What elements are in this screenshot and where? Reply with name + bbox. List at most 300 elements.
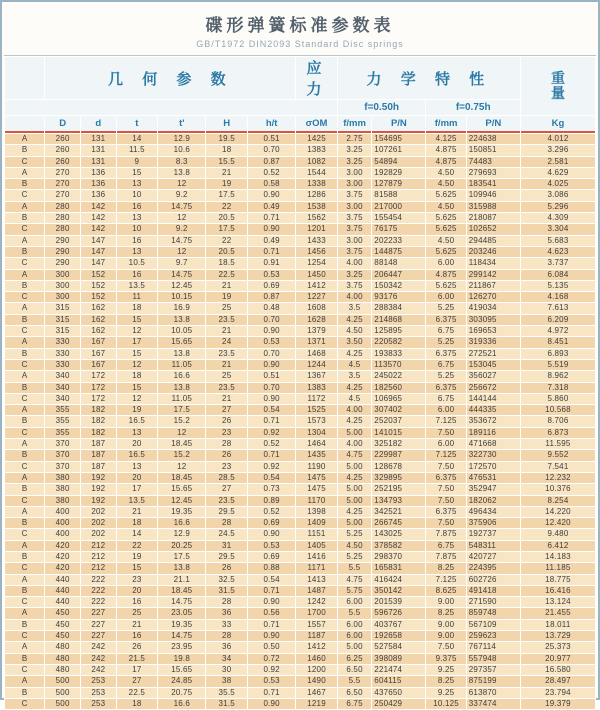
cell-kg: 4.623 (521, 247, 595, 257)
cell-f-050: 4.00 (338, 439, 372, 449)
table-row (5, 439, 595, 449)
table-row (5, 620, 595, 630)
cell-P-050: 201539 (372, 597, 425, 607)
cell-P-075: 150851 (467, 145, 520, 155)
cell-H: 36 (206, 608, 246, 618)
cell-P-075: 271590 (467, 597, 520, 607)
cell-sigma: 1628 (296, 315, 336, 325)
cell-sigma: 1371 (296, 337, 336, 347)
cell-P-075: 496434 (467, 507, 520, 517)
cell-d: 222 (81, 597, 116, 607)
cell-kg: 5.296 (521, 202, 595, 212)
cell-d: 202 (81, 507, 116, 517)
cell-P-050: 398089 (372, 654, 425, 664)
cell-D: 380 (45, 473, 80, 483)
cell-D: 340 (45, 383, 80, 393)
cell-f-050: 4.25 (338, 416, 372, 426)
cell-f-050: 3.25 (338, 270, 372, 280)
cell-sigma: 1286 (296, 190, 336, 200)
cell-f-050: 6.00 (338, 631, 372, 641)
cell-P-075: 767114 (467, 642, 520, 652)
cell-f-050: 6.50 (338, 665, 372, 675)
table-row (5, 665, 595, 675)
cell-sigma: 1383 (296, 383, 336, 393)
cell-t-prime: 15.65 (158, 484, 205, 494)
cell-t-prime: 13.8 (158, 315, 205, 325)
table-row (5, 405, 595, 415)
cell-sigma: 1379 (296, 326, 336, 336)
cell-sigma: 1464 (296, 439, 336, 449)
cell-sigma: 1562 (296, 213, 336, 223)
cell-D: 300 (45, 281, 80, 291)
cell-f-075: 9.25 (426, 688, 465, 698)
cell-series: A (5, 371, 44, 381)
cell-sigma: 1227 (296, 292, 336, 302)
cell-series: A (5, 473, 44, 483)
cell-d: 192 (81, 473, 116, 483)
cell-series: A (5, 507, 44, 517)
cell-series: C (5, 699, 44, 709)
cell-f-050: 2.75 (338, 134, 372, 144)
header-group-row (5, 57, 595, 99)
cell-series: A (5, 575, 44, 585)
cell-sigma: 1544 (296, 168, 336, 178)
cell-t-prime: 9.2 (158, 190, 205, 200)
cell-t: 16 (117, 236, 157, 246)
cell-f-050: 3.75 (338, 190, 372, 200)
table-row (5, 360, 595, 370)
cell-f-075: 4.125 (426, 134, 465, 144)
cell-series: B (5, 416, 44, 426)
cell-kg: 14.183 (521, 552, 595, 562)
cell-t-prime: 18.45 (158, 439, 205, 449)
cell-P-050: 252037 (372, 416, 425, 426)
cell-series: B (5, 450, 44, 460)
cell-sigma: 1460 (296, 654, 336, 664)
cell-P-050: 107261 (372, 145, 425, 155)
cell-t-prime: 12 (158, 462, 205, 472)
cell-h-t: 0.90 (248, 699, 295, 709)
cell-H: 24 (206, 337, 246, 347)
table-row (5, 586, 595, 596)
column-header-kg: Kg (521, 116, 595, 133)
cell-t-prime: 13.8 (158, 383, 205, 393)
header-geometry-group: 几 何 参 数 (45, 57, 295, 99)
cell-t-prime: 8.3 (158, 157, 205, 167)
cell-t-prime: 13.8 (158, 563, 205, 573)
cell-kg: 4.309 (521, 213, 595, 223)
cell-f-050: 5.00 (338, 462, 372, 472)
cell-P-050: 342521 (372, 507, 425, 517)
cell-t-prime: 16.6 (158, 518, 205, 528)
cell-series: C (5, 157, 44, 167)
cell-P-075: 153045 (467, 360, 520, 370)
cell-t-prime: 23.95 (158, 642, 205, 652)
cell-sigma: 1475 (296, 484, 336, 494)
table-row (5, 281, 595, 291)
cell-f-050: 6.75 (338, 699, 372, 709)
cell-kg: 9.480 (521, 529, 595, 539)
cell-t-prime: 20.25 (158, 541, 205, 551)
cell-D: 340 (45, 394, 80, 404)
cell-P-050: 416424 (372, 575, 425, 585)
cell-f-050: 4.25 (338, 349, 372, 359)
cell-t: 13.5 (117, 496, 157, 506)
weight-char-2: 量 (550, 85, 565, 101)
cell-P-075: 420727 (467, 552, 520, 562)
cell-t: 17 (117, 665, 157, 675)
cell-kg: 11.185 (521, 563, 595, 573)
cell-kg: 5.519 (521, 360, 595, 370)
cell-H: 20.5 (206, 247, 246, 257)
cell-t: 10 (117, 190, 157, 200)
cell-H: 19 (206, 292, 246, 302)
table-row (5, 496, 595, 506)
table-row (5, 202, 595, 212)
cell-f-050: 5.00 (338, 428, 372, 438)
cell-d: 136 (81, 190, 116, 200)
table-row (5, 224, 595, 234)
cell-f-075: 8.625 (426, 586, 465, 596)
cell-f-050: 4.75 (338, 575, 372, 585)
cell-t: 14 (117, 529, 157, 539)
cell-d: 152 (81, 281, 116, 291)
cell-t: 18 (117, 518, 157, 528)
cell-H: 23.5 (206, 383, 246, 393)
cell-f-075: 7.125 (426, 575, 465, 585)
cell-h-t: 0.87 (248, 292, 295, 302)
cell-f-050: 4.25 (338, 507, 372, 517)
cell-P-075: 118434 (467, 258, 520, 268)
cell-h-t: 0.92 (248, 665, 295, 675)
cell-f-050: 3.5 (338, 371, 372, 381)
column-header-H: H (206, 116, 246, 133)
cell-d: 162 (81, 315, 116, 325)
column-header-D: D (45, 116, 80, 133)
cell-P-075: 859748 (467, 608, 520, 618)
cell-d: 227 (81, 620, 116, 630)
cell-P-050: 266745 (372, 518, 425, 528)
cell-f-075: 6.375 (426, 349, 465, 359)
cell-f-050: 5.75 (338, 586, 372, 596)
cell-D: 340 (45, 371, 80, 381)
table-row (5, 676, 595, 686)
cell-f-050: 5.00 (338, 496, 372, 506)
cell-f-050: 4.50 (338, 326, 372, 336)
cell-t: 12 (117, 326, 157, 336)
cell-kg: 5.860 (521, 394, 595, 404)
cell-P-050: 54894 (372, 157, 425, 167)
cell-f-075: 7.875 (426, 529, 465, 539)
table-row (5, 349, 595, 359)
table-row (5, 190, 595, 200)
cell-h-t: 0.70 (248, 349, 295, 359)
cell-P-050: 202233 (372, 236, 425, 246)
cell-D: 450 (45, 631, 80, 641)
cell-series: B (5, 586, 44, 596)
cell-kg: 5.683 (521, 236, 595, 246)
cell-f-075: 5.25 (426, 337, 465, 347)
cell-f-075: 4.875 (426, 145, 465, 155)
column-header-h-t: h/t (248, 116, 295, 133)
cell-P-050: 250429 (372, 699, 425, 709)
cell-H: 26 (206, 450, 246, 460)
cell-P-075: 297357 (467, 665, 520, 675)
cell-H: 25 (206, 371, 246, 381)
cell-series: C (5, 428, 44, 438)
cell-kg: 13.124 (521, 597, 595, 607)
cell-kg: 4.012 (521, 134, 595, 144)
table-row (5, 631, 595, 641)
cell-P-075: 169653 (467, 326, 520, 336)
cell-series: C (5, 631, 44, 641)
cell-t-prime: 23.05 (158, 608, 205, 618)
cell-f-050: 3.00 (338, 236, 372, 246)
cell-D: 280 (45, 213, 80, 223)
cell-sigma: 1608 (296, 303, 336, 313)
cell-P-050: 220582 (372, 337, 425, 347)
cell-H: 21 (206, 326, 246, 336)
cell-D: 420 (45, 541, 80, 551)
cell-f-050: 3.75 (338, 281, 372, 291)
cell-P-075: 356027 (467, 371, 520, 381)
cell-P-050: 134793 (372, 496, 425, 506)
cell-P-075: 126270 (467, 292, 520, 302)
cell-series: C (5, 496, 44, 506)
cell-kg: 8.451 (521, 337, 595, 347)
cell-series: C (5, 394, 44, 404)
cell-d: 136 (81, 179, 116, 189)
cell-f-050: 3.00 (338, 202, 372, 212)
cell-kg: 4.629 (521, 168, 595, 178)
cell-t: 13 (117, 213, 157, 223)
cell-H: 23 (206, 462, 246, 472)
cell-P-050: 288384 (372, 303, 425, 313)
cell-series: B (5, 518, 44, 528)
cell-sigma: 1171 (296, 563, 336, 573)
cell-h-t: 0.70 (248, 315, 295, 325)
cell-sigma: 1170 (296, 496, 336, 506)
cell-sigma: 1435 (296, 450, 336, 460)
cell-kg: 16.416 (521, 586, 595, 596)
cell-f-050: 4.5 (338, 360, 372, 370)
cell-sigma: 1383 (296, 145, 336, 155)
header-f050-label: f=0.50h (338, 100, 426, 115)
cell-d: 182 (81, 428, 116, 438)
cell-series: A (5, 439, 44, 449)
cell-h-t: 0.69 (248, 281, 295, 291)
cell-sigma: 1487 (296, 586, 336, 596)
cell-f-075: 7.875 (426, 552, 465, 562)
cell-D: 500 (45, 699, 80, 709)
cell-t: 16 (117, 631, 157, 641)
cell-P-075: 272521 (467, 349, 520, 359)
cell-f-050: 4.25 (338, 315, 372, 325)
cell-kg: 7.613 (521, 303, 595, 313)
cell-t-prime: 18.45 (158, 473, 205, 483)
cell-t: 13.5 (117, 281, 157, 291)
cell-d: 202 (81, 518, 116, 528)
cell-f-075: 6.00 (426, 405, 465, 415)
cell-t-prime: 10.15 (158, 292, 205, 302)
cell-D: 330 (45, 349, 80, 359)
cell-t: 10 (117, 224, 157, 234)
cell-sigma: 1304 (296, 428, 336, 438)
cell-t: 12 (117, 394, 157, 404)
cell-h-t: 0.71 (248, 247, 295, 257)
cell-h-t: 0.90 (248, 597, 295, 607)
cell-H: 17.5 (206, 224, 246, 234)
cell-series: C (5, 597, 44, 607)
title-block (2, 2, 598, 49)
cell-t-prime: 14.75 (158, 631, 205, 641)
cell-t-prime: 11.05 (158, 360, 205, 370)
cell-D: 370 (45, 439, 80, 449)
table-row (5, 247, 595, 257)
cell-d: 162 (81, 303, 116, 313)
cell-h-t: 0.53 (248, 541, 295, 551)
cell-f-050: 5.00 (338, 518, 372, 528)
cell-kg: 19.379 (521, 699, 595, 709)
cell-H: 27 (206, 405, 246, 415)
cell-f-075: 6.00 (426, 439, 465, 449)
cell-series: B (5, 552, 44, 562)
cell-h-t: 0.71 (248, 450, 295, 460)
cell-d: 147 (81, 236, 116, 246)
cell-series: A (5, 134, 44, 144)
cell-f-075: 4.50 (426, 168, 465, 178)
cell-sigma: 1219 (296, 699, 336, 709)
cell-P-050: 214868 (372, 315, 425, 325)
cell-series: C (5, 258, 44, 268)
cell-sigma: 1450 (296, 270, 336, 280)
cell-h-t: 0.54 (248, 575, 295, 585)
cell-sigma: 1416 (296, 552, 336, 562)
cell-D: 450 (45, 608, 80, 618)
cell-sigma: 1242 (296, 597, 336, 607)
cell-t-prime: 17.5 (158, 405, 205, 415)
table-row (5, 326, 595, 336)
cell-d: 253 (81, 676, 116, 686)
cell-h-t: 0.89 (248, 496, 295, 506)
cell-f-075: 7.50 (426, 484, 465, 494)
cell-P-075: 337474 (467, 699, 520, 709)
cell-f-075: 7.125 (426, 450, 465, 460)
cell-H: 28 (206, 631, 246, 641)
cell-D: 480 (45, 654, 80, 664)
cell-f-050: 4.00 (338, 258, 372, 268)
cell-f-075: 8.25 (426, 676, 465, 686)
cell-d: 212 (81, 563, 116, 573)
cell-P-075: 557948 (467, 654, 520, 664)
cell-h-t: 0.52 (248, 168, 295, 178)
cell-t-prime: 9.7 (158, 258, 205, 268)
cell-H: 17.5 (206, 190, 246, 200)
header-spacer-cell (5, 100, 337, 115)
header-weight-group (521, 57, 595, 115)
cell-P-075: 192737 (467, 529, 520, 539)
table-row (5, 507, 595, 517)
cell-h-t: 0.53 (248, 270, 295, 280)
cell-D: 290 (45, 236, 80, 246)
cell-f-075: 5.625 (426, 190, 465, 200)
cell-D: 355 (45, 428, 80, 438)
cell-t-prime: 9.2 (158, 224, 205, 234)
cell-d: 242 (81, 654, 116, 664)
cell-P-050: 113570 (372, 360, 425, 370)
cell-d: 131 (81, 157, 116, 167)
cell-kg: 20.977 (521, 654, 595, 664)
cell-f-050: 6.25 (338, 654, 372, 664)
cell-t: 13 (117, 428, 157, 438)
table-body (5, 134, 595, 709)
cell-d: 212 (81, 552, 116, 562)
table-row (5, 462, 595, 472)
cell-t-prime: 12.9 (158, 134, 205, 144)
cell-series: A (5, 541, 44, 551)
cell-kg: 2.581 (521, 157, 595, 167)
cell-d: 187 (81, 462, 116, 472)
column-header-f-075: f/mm (426, 116, 465, 133)
cell-H: 31.5 (206, 586, 246, 596)
cell-t-prime: 15.65 (158, 665, 205, 675)
cell-sigma: 1413 (296, 575, 336, 585)
table-row (5, 157, 595, 167)
cell-f-050: 3.5 (338, 303, 372, 313)
cell-t: 26 (117, 642, 157, 652)
cell-t-prime: 17.5 (158, 552, 205, 562)
header-mechanical-group: 力 学 特 性 (338, 57, 520, 99)
cell-P-075: 602726 (467, 575, 520, 585)
table-row (5, 688, 595, 698)
column-header-P-050: P/N (372, 116, 425, 133)
cell-P-050: 221474 (372, 665, 425, 675)
cell-f-050: 3.50 (338, 337, 372, 347)
cell-f-075: 5.625 (426, 224, 465, 234)
cell-f-050: 5.5 (338, 608, 372, 618)
cell-D: 420 (45, 563, 80, 573)
cell-P-075: 182062 (467, 496, 520, 506)
cell-h-t: 0.73 (248, 484, 295, 494)
cell-H: 35.5 (206, 688, 246, 698)
cell-h-t: 0.90 (248, 631, 295, 641)
cell-sigma: 1412 (296, 281, 336, 291)
cell-kg: 4.168 (521, 292, 595, 302)
cell-h-t: 0.51 (248, 134, 295, 144)
cell-kg: 8.962 (521, 371, 595, 381)
cell-P-075: 203246 (467, 247, 520, 257)
cell-H: 22 (206, 202, 246, 212)
cell-D: 420 (45, 552, 80, 562)
cell-sigma: 1456 (296, 247, 336, 257)
table-row (5, 258, 595, 268)
page-subtitle: GB/T1972 DIN2093 Standard Disc springs (196, 39, 404, 49)
cell-P-075: 375906 (467, 518, 520, 528)
cell-h-t: 0.52 (248, 507, 295, 517)
cell-h-t: 0.49 (248, 202, 295, 212)
cell-t: 18 (117, 699, 157, 709)
cell-P-050: 192829 (372, 168, 425, 178)
header-stress-group: 应 力 (296, 57, 336, 99)
cell-f-075: 6.00 (426, 292, 465, 302)
table-row (5, 450, 595, 460)
cell-P-050: 437650 (372, 688, 425, 698)
table-row (5, 394, 595, 404)
cell-t: 17 (117, 337, 157, 347)
cell-t-prime: 16.6 (158, 699, 205, 709)
cell-f-050: 3.25 (338, 157, 372, 167)
cell-series: C (5, 360, 44, 370)
